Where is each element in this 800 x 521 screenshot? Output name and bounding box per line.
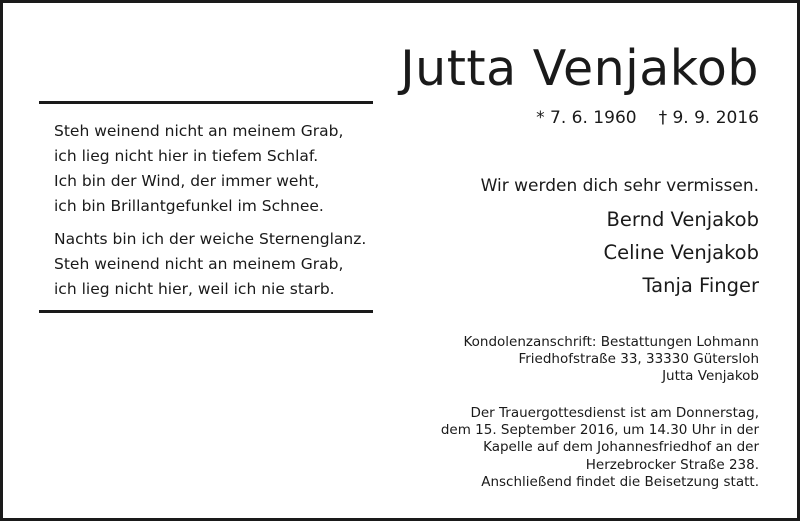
mourners xyxy=(481,174,759,302)
service-line: dem 15. September 2016, um 14.30 Uhr in der xyxy=(440,422,759,439)
life-dates xyxy=(536,107,759,129)
mourner-name: Celine Venjakob xyxy=(603,241,759,264)
poem-line: Steh weinend nicht an meinem Grab, xyxy=(54,255,344,273)
service-line: Herzebrocker Straße 238. xyxy=(585,456,759,473)
condolence-line: Jutta Venjakob xyxy=(662,368,759,385)
deceased-name: Jutta Venjakob xyxy=(400,40,759,97)
poem xyxy=(54,119,366,302)
poem-bottom-rule xyxy=(39,310,373,313)
condolence-line: Friedhofstraße 33, 33330 Gütersloh xyxy=(518,351,759,368)
service-details xyxy=(441,405,759,491)
death-date: † 9. 9. 2016 xyxy=(658,108,759,128)
poem-top-rule xyxy=(39,101,373,104)
condolence-line: Kondolenzanschrift: Bestattungen Lohmann xyxy=(463,334,759,350)
birth-date: * 7. 6. 1960 xyxy=(536,108,637,128)
poem-line: Steh weinend nicht an meinem Grab, xyxy=(54,122,344,140)
condolence-address xyxy=(463,334,759,386)
poem-line: ich bin Brillantgefunkel im Schnee. xyxy=(54,197,324,215)
service-line: Der Trauergottesdienst ist am Donnerstag, xyxy=(470,405,759,421)
mourner-name: Bernd Venjakob xyxy=(606,208,759,231)
service-line: Anschließend findet die Beisetzung statt. xyxy=(481,473,759,490)
poem-line: Ich bin der Wind, der immer weht, xyxy=(54,172,320,190)
mourner-name: Tanja Finger xyxy=(642,274,759,297)
poem-line: Nachts bin ich der weiche Sternenglanz. xyxy=(54,230,367,248)
farewell-message: Wir werden dich sehr vermissen. xyxy=(480,176,759,196)
poem-stanza xyxy=(54,227,366,302)
poem-line: ich lieg nicht hier in tiefem Schlaf. xyxy=(54,147,319,165)
service-line: Kapelle auf dem Johannesfriedhof an der xyxy=(483,439,759,456)
poem-line: ich lieg nicht hier, weil ich nie starb. xyxy=(54,280,335,298)
poem-stanza xyxy=(54,119,366,219)
